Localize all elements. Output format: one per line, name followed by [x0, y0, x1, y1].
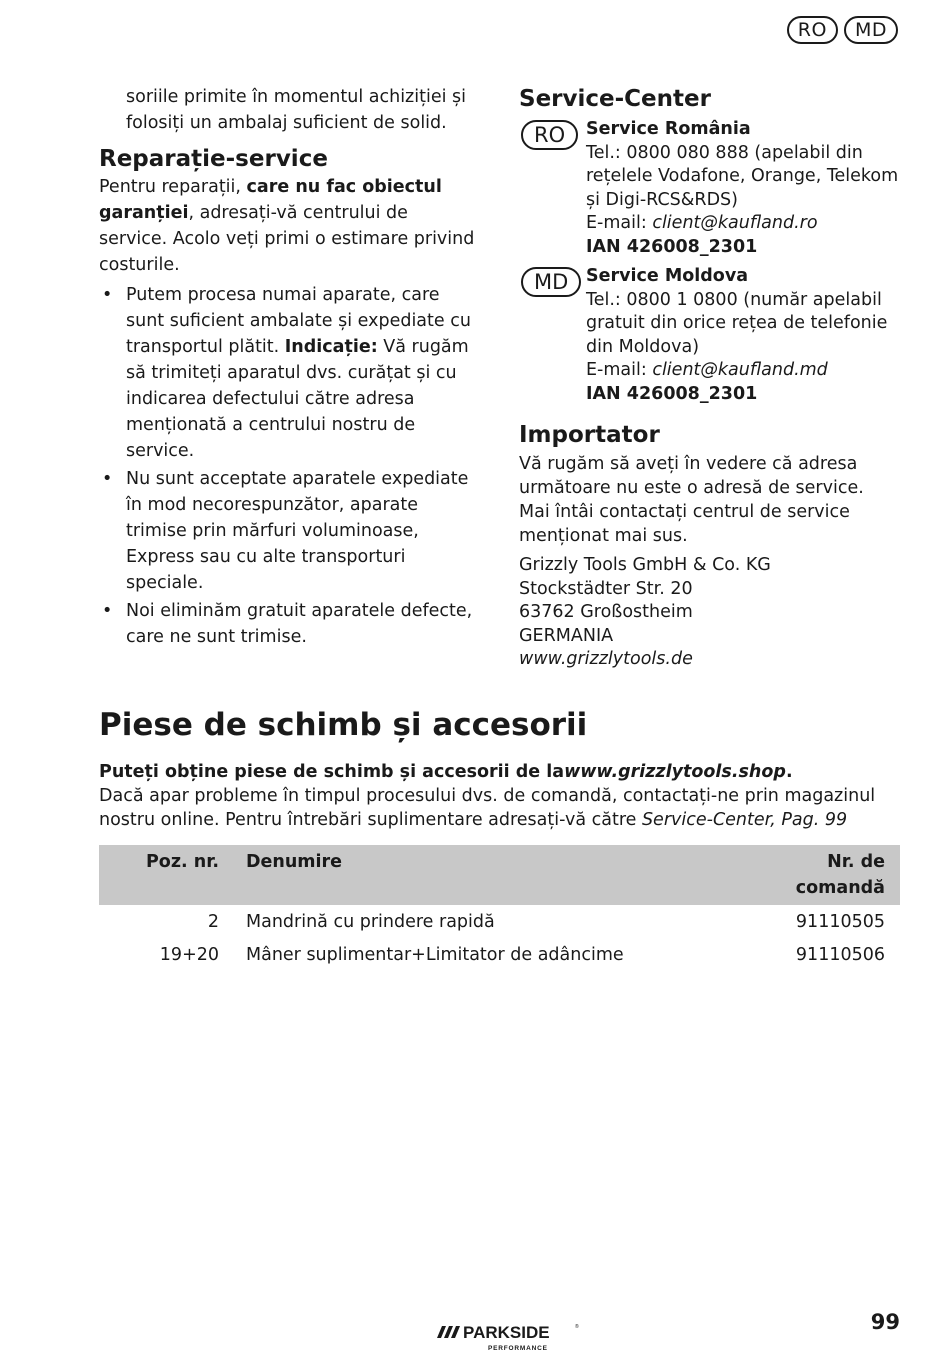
parts-lead-bold: Puteți obține piese de schimb și accesorii de la	[99, 762, 565, 782]
cell-order-number: 91110506	[795, 945, 885, 965]
email-label: E-mail:	[586, 360, 653, 380]
column-header-position: Poz. nr.	[99, 845, 231, 905]
language-badge-ro: RO	[787, 16, 838, 44]
bullet-item: • Nu sunt acceptate aparatele expediate în mod necorespunzător, aparate trimise prin mărfuri voluminoase, Express sau cu alte transporturi speciale.	[99, 466, 481, 596]
language-badge-md: MD	[844, 16, 898, 44]
service-romania-block	[519, 118, 899, 259]
service-email-line	[586, 212, 899, 236]
parts-lead-period: .	[785, 762, 793, 782]
bullet-item	[99, 282, 481, 464]
cell-position: 2	[207, 912, 219, 932]
parts-text: Dacă apar probleme în timpul procesului dvs. de comandă, contactați-ne prin magazinul nostru online. Pentru întrebări suplimentare adresați-vă către	[99, 786, 876, 830]
right-column	[519, 84, 899, 672]
address-line: 63762 Großostheim	[519, 602, 693, 622]
parts-heading: Piese de schimb și accesorii	[99, 707, 588, 743]
logo-brand-text: PARKSIDE	[463, 1323, 550, 1342]
address-line: Grizzly Tools GmbH & Co. KG	[519, 555, 771, 575]
email-label: E-mail:	[586, 213, 653, 233]
logo-slash-marks	[437, 1326, 460, 1338]
intro-paragraph: soriile primite în momentul achiziției și folosiți un ambalaj suficient de solid.	[126, 87, 466, 133]
svg-text:®: ®	[575, 1324, 579, 1330]
column-header-name: Denumire	[231, 845, 753, 905]
service-moldova-block	[519, 265, 899, 406]
service-name: Service Moldova	[586, 266, 749, 286]
cell-name: Mâner suplimentar+Limitator de adâncime	[246, 945, 624, 965]
table-header-row	[99, 845, 900, 905]
ian-number: IAN 426008_2301	[586, 383, 758, 404]
website-link[interactable]	[519, 648, 899, 672]
repair-text-a: Pentru reparații,	[99, 177, 247, 197]
parkside-logo	[431, 1316, 591, 1356]
shop-link[interactable]: www.grizzlytools.shop	[564, 762, 786, 782]
cell-name: Mandrină cu prindere rapidă	[246, 912, 495, 932]
repair-bullet-list	[99, 282, 481, 650]
service-email-line	[586, 359, 899, 383]
cell-position: 19+20	[159, 945, 219, 965]
parts-section	[99, 702, 900, 832]
logo-sub-text: PERFORMANCE	[488, 1345, 548, 1352]
bullet-item: • Noi eliminăm gratuit aparatele defecte, care ne sunt trimise.	[99, 598, 481, 650]
email-address[interactable]: client@kaufland.ro	[652, 213, 818, 233]
importer-paragraph: Vă rugăm să aveți în vedere că adresa următoare nu este o adresă de service. Mai întâi contactați centrul de service menționat mai sus.	[519, 454, 864, 546]
repair-service-heading: Reparație-service	[99, 146, 328, 172]
service-phone: Tel.: 0800 1 0800 (număr apelabil gratuit din orice rețea de telefonie din Moldova)	[586, 289, 888, 357]
repair-text-c: , adresați-vă centrului de service. Acolo veți primi o estimare privind costurile.	[99, 203, 475, 275]
bullet1-text-c: Vă rugăm să trimiteți aparatul dvs. curățat și cu indicarea defectului către adresa menționată a centrului nostru de service.	[126, 337, 469, 461]
country-badge-ro: RO	[521, 120, 578, 150]
address-line: Stockstädter Str. 20	[519, 578, 693, 599]
ian-number: IAN 426008_2301	[586, 236, 758, 257]
cell-order-number: 91110505	[795, 912, 885, 932]
column-header-order-number: Nr. de comandă	[753, 845, 900, 905]
table-row	[99, 938, 900, 971]
website-text[interactable]: www.grizzlytools.de	[519, 649, 693, 669]
table-row	[99, 905, 900, 938]
service-center-reference: Service-Center, Pag. 99	[641, 810, 848, 830]
importer-address	[519, 554, 899, 672]
parts-table	[99, 845, 900, 971]
repair-service-paragraph	[99, 174, 481, 278]
service-center-heading: Service-Center	[519, 86, 711, 112]
page-number: 99	[870, 1310, 900, 1334]
service-phone: Tel.: 0800 080 888 (apelabil din rețelele Vodafone, Orange, Telekom și Digi-RCS&RDS)	[586, 142, 899, 210]
importer-heading: Importator	[519, 422, 660, 448]
service-name: Service România	[586, 119, 751, 139]
language-badges	[787, 16, 898, 44]
bullet1-indication-label: Indicație:	[284, 337, 378, 357]
email-address[interactable]: client@kaufland.md	[652, 360, 828, 380]
repair-text-bold: care nu fac obiectul garanției	[99, 177, 442, 223]
country-badge-md: MD	[521, 267, 581, 297]
bullet1-text-a: Putem procesa numai aparate, care sunt suficient ambalate și expediate cu transportul plătit.	[126, 285, 471, 357]
left-column	[99, 84, 481, 652]
address-line: GERMANIA	[519, 625, 614, 646]
parts-paragraph	[99, 760, 900, 832]
